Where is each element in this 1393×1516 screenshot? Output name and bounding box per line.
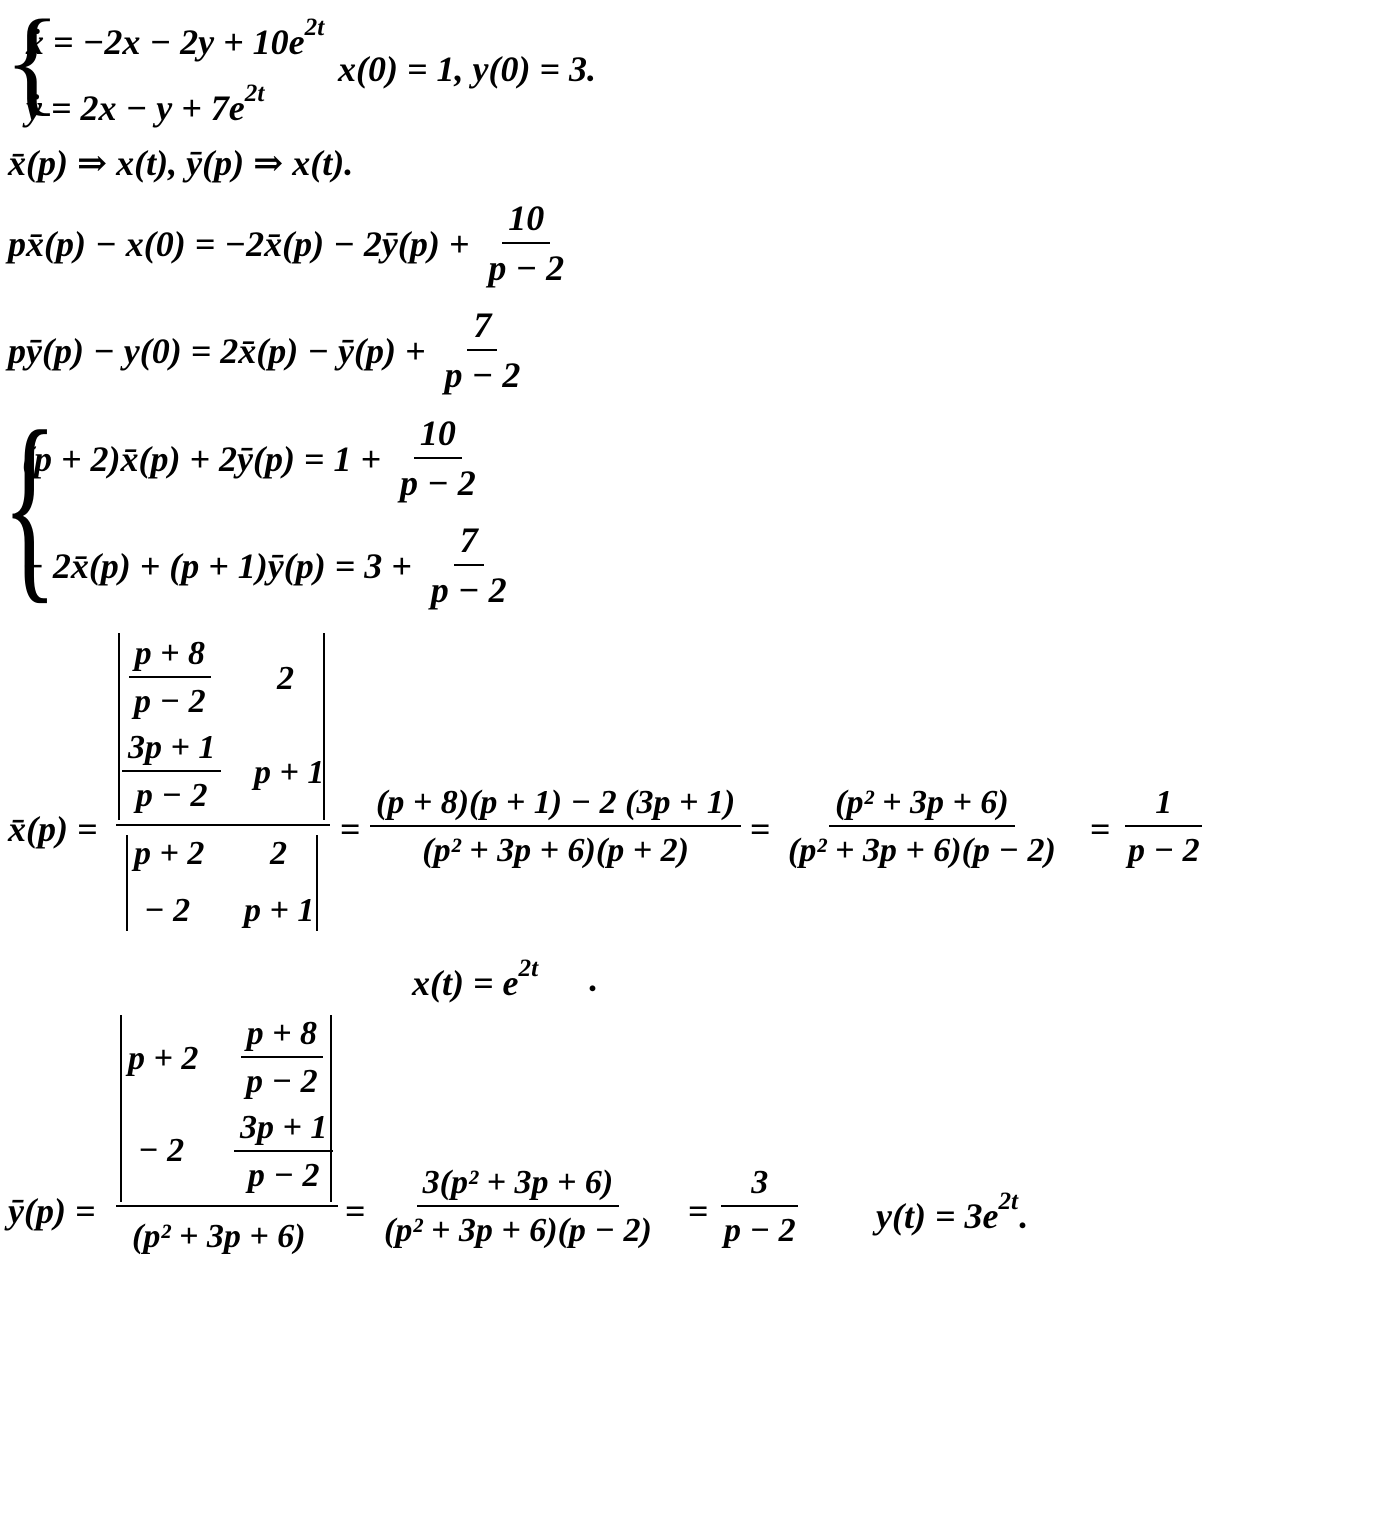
y-det-b-num: p + 8 (241, 1016, 323, 1058)
y-eq-1: = (345, 1191, 366, 1231)
transformed-eq1 (8, 200, 574, 288)
y-det-left-bar (120, 1015, 122, 1202)
x-det-top-c (122, 730, 221, 813)
transformed-eq1-den: p − 2 (488, 247, 565, 288)
ode-eq1 (26, 14, 324, 63)
ode-eq1-exp: 2t (304, 14, 325, 41)
y-step1-den: (p² + 3p + 6)(p − 2) (384, 1211, 652, 1249)
system2-eq2-num: 7 (454, 522, 484, 566)
system-brace: { (4, 0, 61, 126)
system2-brace: { (2, 389, 58, 621)
system2-eq1 (22, 415, 486, 503)
system2-eq2-den: p − 2 (430, 569, 507, 610)
y-step1-num: 3(p² + 3p + 6) (417, 1165, 620, 1207)
x-det-top-c-num: 3p + 1 (122, 730, 221, 772)
x-step3-num: 1 (1125, 785, 1202, 827)
y-eq-2: = (688, 1191, 709, 1231)
x-det-bottom-left-bar (126, 835, 128, 931)
ode-eq2-text: ẏ = 2x − y + 7e (26, 87, 245, 128)
x-det-bottom-right-bar (316, 835, 318, 931)
x-det-bottom-c: − 2 (144, 892, 191, 929)
transformed-eq2-lhs: pȳ(p) − y(0) = 2x̄(p) − ȳ(p) + (8, 330, 426, 371)
x-det-bottom-a: p + 2 (134, 835, 205, 872)
transformed-eq2-num: 7 (467, 307, 497, 351)
y-det-d (234, 1110, 333, 1193)
transformed-eq2-den: p − 2 (444, 354, 521, 395)
y-result-text: y(t) = 3e (876, 1195, 999, 1236)
x-eq-2: = (750, 809, 771, 849)
y-step2 (718, 1165, 802, 1248)
laplace-correspondence: x̄(p) ⇒ x(t), ȳ(p) ⇒ x(t). (8, 143, 354, 183)
x-step3 (1122, 785, 1206, 868)
y-det-d-den: p − 2 (247, 1156, 320, 1194)
x-det-top-a-num: p + 8 (129, 636, 211, 678)
system2-eq2-lhs: − 2x̄(p) + (p + 1)ȳ(p) = 3 + (22, 545, 412, 586)
y-main-den: (p² + 3p + 6) (132, 1218, 306, 1255)
x-det-bottom-d: p + 1 (244, 892, 315, 929)
x-step2-den: (p² + 3p + 6)(p − 2) (788, 831, 1056, 869)
x-step1-num: (p + 8)(p + 1) − 2 (3p + 1) (370, 785, 741, 827)
x-step2 (782, 785, 1062, 868)
y-det-b (240, 1016, 324, 1099)
y-main-fraction-line (116, 1205, 338, 1207)
x-eq-3: = (1090, 809, 1111, 849)
x-det-top-a (128, 636, 212, 719)
x-step2-num: (p² + 3p + 6) (829, 785, 1015, 827)
system2-eq1-fraction (394, 415, 482, 503)
x-main-fraction-line (116, 824, 330, 826)
x-eq-1: = (340, 809, 361, 849)
y-step2-den: p − 2 (724, 1211, 796, 1249)
system2-eq1-lhs: (p + 2)x̄(p) + 2ȳ(p) = 1 + (22, 438, 381, 479)
x-step1 (370, 785, 741, 868)
y-step2-num: 3 (721, 1165, 798, 1207)
y-step1 (378, 1165, 658, 1248)
system2-eq1-num: 10 (414, 415, 462, 459)
x-det-top-left-bar (118, 633, 120, 820)
x-det-top-a-den: p − 2 (134, 682, 206, 720)
system2-eq1-den: p − 2 (399, 462, 476, 503)
ode-eq2 (26, 80, 264, 129)
ode-eq1-text: ẋ = −2x − 2y + 10e (26, 21, 305, 62)
x-result-dot: . (588, 959, 597, 999)
x-step3-den: p − 2 (1128, 831, 1200, 869)
x-result-exp: 2t (518, 955, 539, 982)
y-det-c: − 2 (138, 1132, 185, 1169)
ode-eq2-exp: 2t (244, 80, 265, 107)
transformed-eq1-fraction (482, 200, 570, 288)
y-det-a: p + 2 (128, 1040, 199, 1077)
transformed-eq2-fraction (439, 307, 527, 395)
y-solution-lhs: ȳ(p) = (8, 1191, 96, 1231)
y-result-dot: . (1018, 1195, 1028, 1236)
x-result (412, 955, 538, 1004)
y-result-exp: 2t (998, 1188, 1019, 1215)
x-det-top-d: p + 1 (254, 754, 325, 791)
x-step1-den: (p² + 3p + 6)(p + 2) (422, 831, 689, 869)
system2-eq2-fraction (425, 522, 513, 610)
y-det-d-num: 3p + 1 (234, 1110, 333, 1152)
transformed-eq1-lhs: px̄(p) − x(0) = −2x̄(p) − 2ȳ(p) + (8, 223, 470, 264)
initial-conditions: x(0) = 1, y(0) = 3. (338, 49, 596, 89)
x-solution-lhs: x̄(p) = (8, 809, 98, 849)
x-det-top-b: 2 (277, 660, 294, 697)
system2-eq2 (22, 522, 517, 610)
transformed-eq1-num: 10 (502, 200, 550, 244)
x-result-text: x(t) = e (412, 962, 519, 1003)
y-result (876, 1188, 1027, 1237)
x-det-bottom-b: 2 (270, 835, 287, 872)
transformed-eq2 (8, 307, 530, 395)
y-det-b-den: p − 2 (246, 1062, 318, 1100)
x-det-top-c-den: p − 2 (135, 776, 208, 814)
